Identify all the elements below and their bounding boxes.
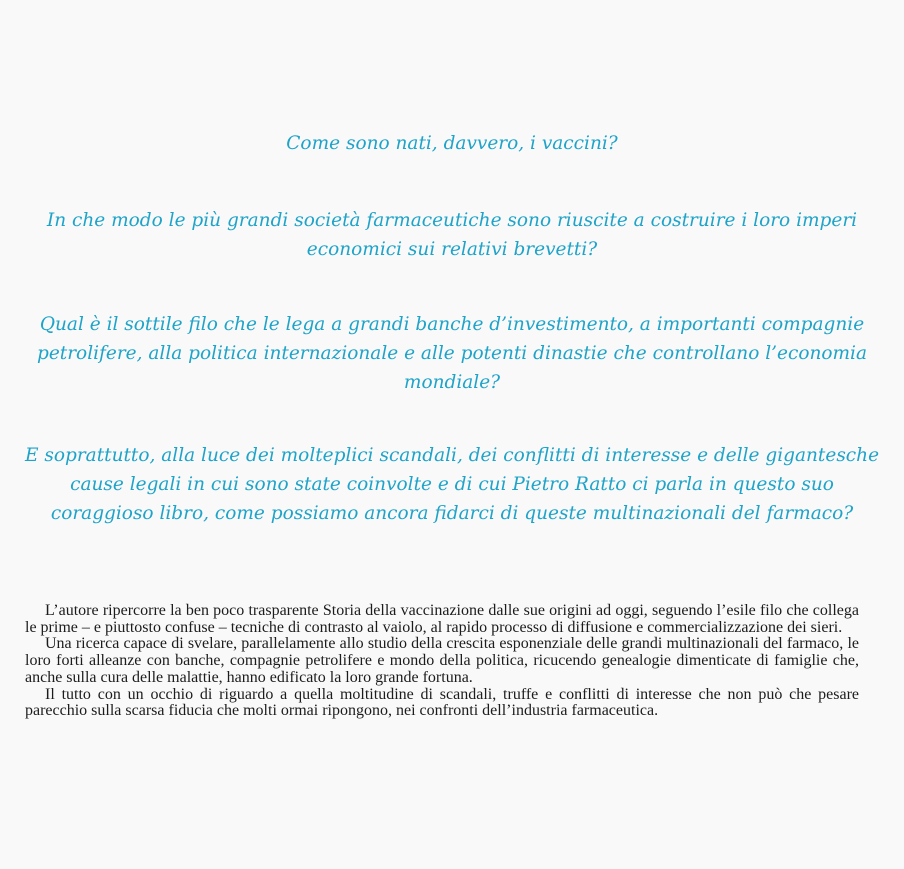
description-paragraph-research: Una ricerca capace di svelare, parallelamente allo studio della crescita esponenziale delle grandi multinazionali del farmaco, le loro forti alleanze con banche, compagnie petrolifere e mondo della politica, ricucendo genealogie dimenticate di famiglie che, anche sulla cura delle malattie, hanno edificato la loro grande fortuna.	[25, 635, 859, 686]
description-paragraph-history: L’autore ripercorre la ben poco trasparente Storia della vaccinazione dalle sue origini ad oggi, seguendo l’esile filo che collega le prime – e piuttosto confuse – tecniche di contrasto al vaiolo, al rapido processo di diffusione e commercializzazione dei sieri.	[25, 602, 859, 636]
question-trust-multinationals: E soprattutto, alla luce dei molteplici scandali, dei conflitti di interesse e delle gigantesche cause legali in cui sono state coinvolte e di cui Pietro Ratto ci parla in questo suo coraggioso libro, come possiamo ancora fidarci di queste multinazionali del farmaco?	[24, 445, 880, 524]
description-paragraph-scandals: Il tutto con un occhio di riguardo a quella moltitudine di scandali, truffe e conflitti di interesse che non può che pesare parecchio sulla scarsa fiducia che molti ormai ripongono, nei confronti dell’industria farmaceutica.	[25, 685, 859, 720]
question-vaccines-origin: Come sono nati, davvero, i vaccini?	[286, 133, 618, 154]
question-pharma-empires: In che modo le più grandi società farmaceutiche sono riuscite a costruire i loro imperi economici sui relativi brevetti?	[46, 210, 858, 260]
question-banks-oil-politics: Qual è il sottile filo che le lega a grandi banche d’investimento, a importanti compagnie petrolifere, alla politica internazionale e alle potenti dinastie che controllano l’economia mondiale?	[36, 314, 868, 393]
book-description	[25, 603, 859, 720]
